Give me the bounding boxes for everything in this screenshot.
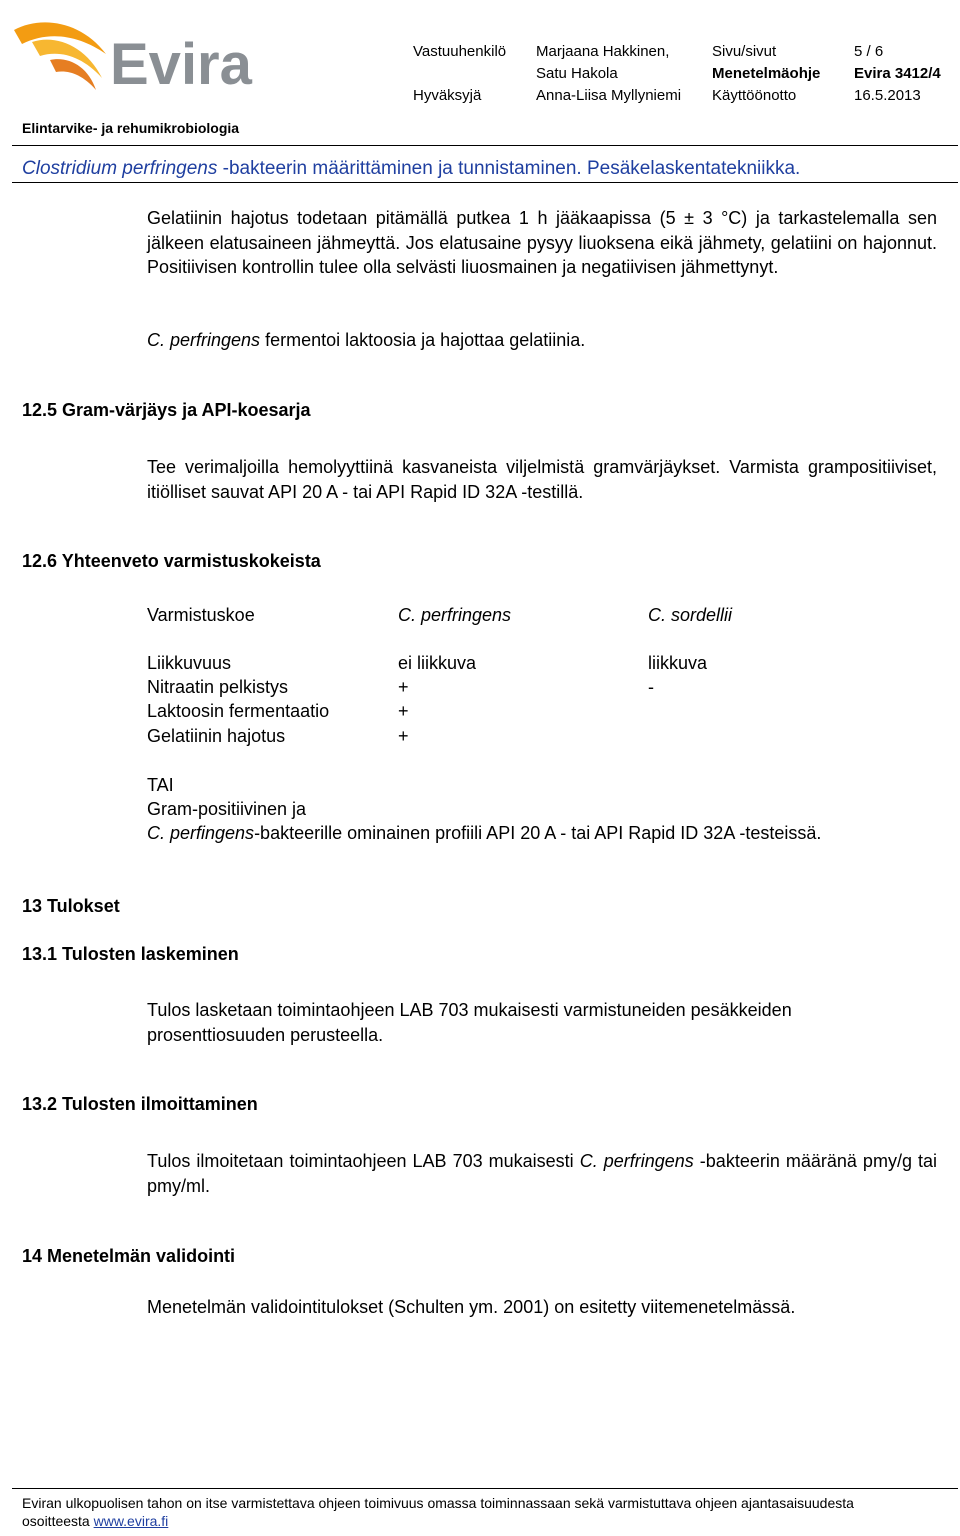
or-label: TAI [147, 775, 174, 795]
cperf-italic: C. perfringens [147, 330, 261, 350]
paragraph-gelatin: Gelatiinin hajotus todetaan pitämällä putkea 1 h jääkaapissa (5 ± 3 °C) ja tarkastelemalla sen jälkeen elatusaineen jähmeyttä. Jos elatusaine pysyy liuoksena eikä jähmety, gelatiini on hajonnut. Positiivisen kontrollin tulee olla selvästi liuosmainen ja negatiivisen jähmettynyt. [147, 208, 937, 277]
title-divider [12, 182, 958, 183]
evira-logo-graphic [10, 12, 270, 96]
document-title [22, 158, 800, 180]
table-header-csord: C. sordellii [648, 605, 733, 625]
paragraph-14: Menetelmän validointitulokset (Schulten ym. 2001) on esitetty viitemenetelmässä. [147, 1297, 796, 1317]
profile-rest: -bakteerille ominainen profiili API 20 A - tai API Rapid ID 32A -testeissä. [254, 823, 822, 843]
header-responsible-name: Marjaana Hakkinen, [536, 43, 670, 60]
paragraph-cperf [147, 328, 585, 353]
table-cell: Liikkuvuus [147, 653, 232, 673]
footer-line-2 [22, 1513, 168, 1529]
paragraph-12-5: Tee verimaljoilla hemolyyttiinä kasvaneista viljelmistä gramvärjäykset. Varmista grampositiiviset, itiölliset sauvat API 20 A - tai API Rapid ID 32A -testillä. [147, 457, 937, 502]
table-cell: + [398, 701, 409, 721]
heading-13-1: 13.1 Tulosten laskeminen [22, 944, 239, 964]
p13-2-b: -bakteerin määränä pmy/g tai pmy/ml. [147, 1151, 937, 1196]
cperf-rest: fermentoi laktoosia ja hajottaa gelatiinia. [260, 330, 586, 350]
header-adoption-label: Käyttöönotto [712, 87, 797, 104]
title-rest: -bakteerin määrittäminen ja tunnistaminen. Pesäkelaskentatekniikka. [217, 158, 801, 179]
table-cell: - [648, 677, 654, 697]
header-approver-label: Hyväksyjä [413, 87, 482, 104]
table-cell: Laktoosin fermentaatio [147, 701, 330, 721]
evira-logo [10, 12, 270, 96]
api-profile-line [147, 823, 821, 844]
p13-2-species: C. perfringens [579, 1151, 694, 1171]
paragraph-13-1: Tulos lasketaan toimintaohjeen LAB 703 mukaisesti varmistuneiden pesäkkeiden prosenttiosuuden perusteella. [147, 1000, 792, 1045]
evira-website-link[interactable]: www.evira.fi [93, 1513, 169, 1529]
table-header-cperf: C. perfringens [398, 605, 512, 625]
heading-14: 14 Menetelmän validointi [22, 1246, 236, 1266]
header-method-label: Menetelmäohje [712, 65, 821, 82]
table-cell: + [398, 726, 409, 746]
table-cell: + [398, 677, 409, 697]
table-cell: liikkuva [648, 653, 708, 673]
header-responsible-label: Vastuuhenkilö [413, 43, 507, 60]
header-pages-value: 5 / 6 [854, 43, 884, 60]
table-cell: Nitraatin pelkistys [147, 677, 289, 697]
header-divider [12, 145, 958, 146]
table-cell: ei liikkuva [398, 653, 477, 673]
footer-divider [12, 1488, 958, 1489]
logo-wordmark: Evira [110, 32, 252, 96]
table-header-test: Varmistuskoe [147, 605, 255, 625]
title-species: Clostridium perfringens [22, 158, 218, 179]
profile-species: C. perfingens [147, 823, 255, 843]
header-responsible-name-2: Satu Hakola [536, 65, 618, 82]
paragraph-13-2 [147, 1149, 937, 1198]
p13-2-a: Tulos ilmoitetaan toimintaohjeen LAB 703 mukaisesti [147, 1151, 580, 1171]
heading-12-5: 12.5 Gram-värjäys ja API-koesarja [22, 400, 311, 420]
gram-positive-line: Gram-positiivinen ja [147, 799, 307, 819]
heading-13-2: 13.2 Tulosten ilmoittaminen [22, 1094, 258, 1114]
header-approver-name: Anna-Liisa Myllyniemi [536, 87, 682, 104]
header-pages-label: Sivu/sivut [712, 43, 777, 60]
footer-line-1: Eviran ulkopuolisen tahon on itse varmistettava ohjeen toimivuus omassa toiminnassaan sekä varmistuttava ohjeen ajantasaisuudesta [22, 1495, 854, 1511]
table-cell: Gelatiinin hajotus [147, 726, 286, 746]
heading-13: 13 Tulokset [22, 896, 120, 916]
department: Elintarvike- ja rehumikrobiologia [22, 120, 240, 136]
header-adoption-value: 16.5.2013 [854, 87, 921, 104]
footer-prefix: osoitteesta [22, 1513, 94, 1529]
heading-12-6: 12.6 Yhteenveto varmistuskokeista [22, 551, 321, 571]
header-method-value: Evira 3412/4 [854, 65, 941, 82]
